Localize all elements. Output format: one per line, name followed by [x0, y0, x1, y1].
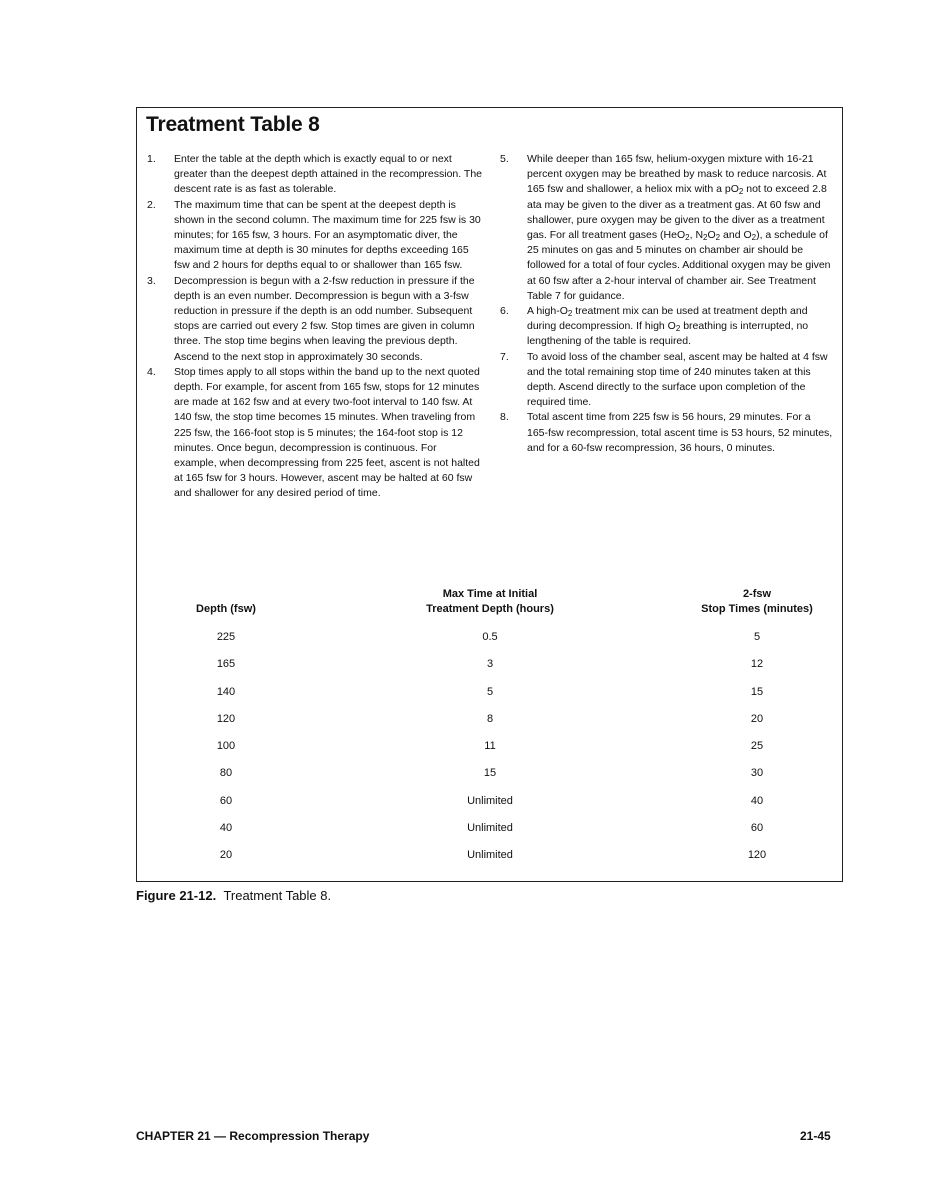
cell-max-time: 5 [486, 686, 494, 698]
cell-max-time: Unlimited [467, 795, 513, 807]
note-item [147, 365, 482, 502]
note-text: Total ascent time from 225 fsw is 56 hours, 29 minutes. For a 165-fsw recompression, total ascent time is 53 hours, 52 minutes, and for a 60-fsw recompression, 36 hours, 0 minutes. [527, 411, 833, 454]
note-item [147, 152, 482, 198]
cell-max-time: 8 [486, 713, 494, 725]
footer-page-number: 21-45 [800, 1129, 831, 1143]
figure-caption [136, 888, 331, 903]
note-item [147, 198, 482, 274]
note-number: 7. [500, 350, 509, 363]
notes-left-column [147, 152, 482, 502]
header-max-time-line2: Treatment Depth (hours) [426, 603, 554, 615]
cell-stop-time: 25 [750, 740, 764, 752]
header-max-time-line1: Max Time at Initial [442, 588, 538, 600]
note-text: Enter the table at the depth which is exactly equal to or next greater than the deepest depth attained in the recompression. The descent rate is as fast as tolerable. [174, 153, 483, 196]
cell-stop-time: 60 [750, 822, 764, 834]
notes-right-column [500, 152, 833, 456]
note-number: 6. [500, 305, 509, 318]
note-text: To avoid loss of the chamber seal, ascent may be halted at 4 fsw and the total remaining stop time of 240 minutes taken at this depth. Ascend directly to the surface upon completion of the required time. [527, 350, 828, 409]
cell-depth: 60 [219, 795, 233, 807]
cell-depth: 165 [216, 658, 236, 670]
note-item [147, 274, 482, 365]
cell-depth: 140 [216, 686, 236, 698]
cell-depth: 40 [219, 822, 233, 834]
cell-stop-time: 40 [750, 795, 764, 807]
cell-stop-time: 120 [747, 849, 767, 861]
note-item [500, 304, 833, 350]
note-item [500, 152, 833, 304]
cell-max-time: 11 [484, 740, 496, 752]
cell-depth: 225 [216, 631, 236, 643]
note-number: 5. [500, 153, 509, 165]
figure-label: Figure 21-12. [136, 888, 217, 903]
footer-chapter: CHAPTER 21 — Recompression Therapy [136, 1129, 370, 1143]
note-text: The maximum time that can be spent at the deepest depth is shown in the second column. The maximum time for 225 fsw is 30 minutes; for 165 fsw, 3 hours. For an asymptomatic diver, the maximum time at depth is 30 minutes for depths exceeding 165 fsw and 2 hours for depths equal to or shallower than 165 fsw. [174, 198, 481, 272]
note-number: 4. [147, 365, 156, 378]
cell-max-time: Unlimited [467, 822, 513, 834]
cell-max-time: 0.5 [482, 631, 498, 643]
cell-max-time: 3 [486, 658, 494, 670]
cell-depth: 20 [219, 849, 233, 861]
header-stop-times-line1: 2-fsw [742, 588, 772, 600]
page-title: Treatment Table 8 [146, 113, 320, 136]
cell-max-time: Unlimited [467, 849, 513, 861]
note-number: 3. [147, 274, 156, 287]
note-number: 8. [500, 411, 509, 424]
cell-depth: 80 [219, 767, 233, 779]
cell-stop-time: 20 [750, 713, 764, 725]
header-stop-times-line2: Stop Times (minutes) [701, 603, 813, 615]
note-number: 1. [147, 153, 156, 165]
note-item [500, 410, 833, 456]
treatment-table-frame [136, 107, 843, 882]
note-text: While deeper than 165 fsw, helium-oxygen mixture with 16-21 percent oxygen may be breathed by mask to reduce narcosis. At 165 fsw and shallower, a heliox mix with a $pO_2$ not to exceed 2.8 ata may be given to the diver as a treatment gas. At 60 fsw and shallower, pure oxygen may be given to the diver as a treatment gas. For all treatment gases (HeO$_2$, $N_2O_2$ and $O_2$), a schedule of 25 minutes on gas and 5 minutes on chamber air should be followed for a total of four cycles. Additional oxygen may be given at 60 fsw after a 2-hour interval of chamber air. See Treatment Table 7 for guidance. [527, 153, 831, 302]
note-number: 2. [147, 198, 156, 211]
cell-stop-time: 12 [750, 658, 764, 670]
cell-depth: 100 [216, 740, 236, 752]
figure-caption-text: Treatment Table 8. [223, 888, 332, 903]
cell-max-time: 15 [483, 767, 497, 779]
note-item [500, 350, 833, 411]
note-text: Stop times apply to all stops within the band up to the next quoted depth. For example, for ascent from 165 fsw, stops for 12 minutes are made at 162 fsw and at every two-foot interval to 140 fsw. At 140 fsw, the stop time becomes 15 minutes. When traveling from 225 fsw, the 166-foot stop is 5 minutes; the 164-foot stop is 12 minutes. Once begun, decompression is continuous. For example, when decompressing from 225 feet, ascent is not halted at 165 fsw for 3 hours. However, ascent may be halted at 60 fsw and shallower for any desired period of time. [174, 365, 480, 500]
note-text: A high-$O_2$ treatment mix can be used at treatment depth and during decompression. If high $O_2$ breathing is interrupted, no lengthening of the table is required. [527, 305, 809, 348]
cell-stop-time: 15 [750, 686, 764, 698]
header-depth: Depth (fsw) [196, 603, 256, 615]
cell-depth: 120 [216, 713, 236, 725]
cell-stop-time: 5 [753, 631, 761, 643]
cell-stop-time: 30 [750, 767, 764, 779]
note-text: Decompression is begun with a 2-fsw reduction in pressure if the depth is an even number. Decompression is begun with a 3-fsw reduction in pressure if the depth is an odd number. Subsequent stops are carried out every 2 fsw. Stop times are given in column three. The stop time begins when leaving the previous depth. Ascend to the next stop in approximately 30 seconds. [174, 274, 475, 363]
